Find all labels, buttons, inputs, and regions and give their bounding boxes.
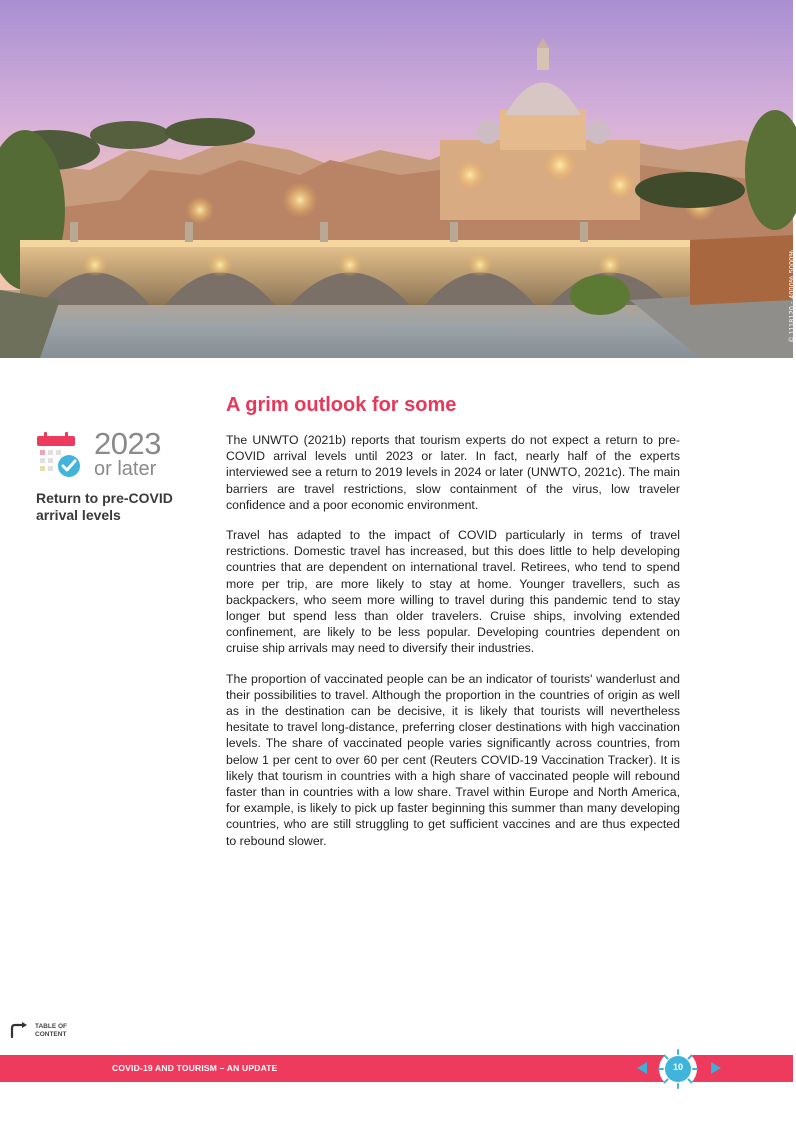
return-arrow-icon xyxy=(10,1022,30,1040)
page-number: 10 xyxy=(672,1062,683,1072)
paragraph-2: Travel has adapted to the impact of COVID particularly in terms of travel restrictions. Domestic travel has increased, but this does little to help developing countries that are dependent on international travel. Retirees, who tend to spend more per trip, are more likely to stay at home. Younger travellers, such as backpackers, who seem more willing to travel during this pandemic tend to stay longer but spend less than older travelers. Cruise ships, involving extended confinement, are likely to be less popular. Developing countries dependent on cruise ship arrivals may need to diversify their industries. xyxy=(226,528,680,656)
calendar-check-icon xyxy=(36,432,84,478)
table-of-content-link[interactable] xyxy=(10,1020,90,1044)
triangle-right-icon[interactable] xyxy=(710,1061,722,1075)
toc-label-line2: CONTENT xyxy=(35,1031,67,1038)
toc-label xyxy=(35,1023,85,1039)
stat-qualifier: or later xyxy=(94,458,157,480)
footer-title: COVID-19 AND TOURISM – AN UPDATE xyxy=(112,1063,278,1073)
photo-credit: © 1118120 - 4000% 5000% xyxy=(789,250,796,342)
toc-label-line1: TABLE OF xyxy=(35,1023,68,1030)
hero-image xyxy=(0,0,796,358)
stat-year: 2023 xyxy=(94,426,161,461)
section-heading: A grim outlook for some xyxy=(226,394,457,416)
triangle-left-icon[interactable] xyxy=(636,1061,648,1075)
paragraph-3: The proportion of vaccinated people can be an indicator of tourists' wanderlust and their possibilities to travel. Although the proportion in the countries of origin as well as in the destination can be decisive, it is likely that tourists will nevertheless hesitate to travel long-distance, preferring closer destinations with high vaccination levels. The share of vaccinated people varies significantly across countries, from below 1 per cent to over 60 per cent (Reuters COVID-19 Vaccination Tracker). It is likely that tourism in countries with a high share of vaccinated people will rebound faster than in countries with a low share. Travel within Europe and North America, for example, is likely to pick up faster beginning this summer than many developing countries, who are still struggling to get sufficient vaccines and are thus expected to rebound slower. xyxy=(226,671,680,848)
paragraph-1: The UNWTO (2021b) reports that tourism experts do not expect a return to pre-COVID arrival levels until 2023 or later. In fact, nearly half of the experts interviewed see a return to 2019 levels in 2024 or later (UNWTO, 2021c). The main barriers are travel restrictions, slow containment of the virus, low traveler confidence and a poor economic environment. xyxy=(226,433,680,512)
stat-caption: Return to pre-COVID arrival levels xyxy=(36,490,173,523)
rome-skyline-illustration xyxy=(0,0,793,358)
article-body xyxy=(226,392,680,863)
